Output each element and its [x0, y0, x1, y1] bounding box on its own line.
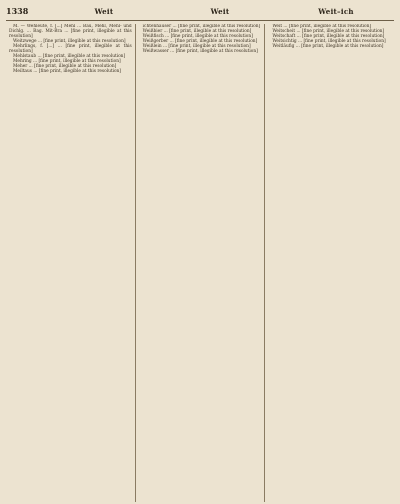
- entry-paragraph: Weitzwege ... [fine print, illegible at this resolution]: [13, 39, 126, 45]
- page-header: [6, 6, 394, 21]
- entry-paragraph: Mehrlings, f. [...] ... [fine print, illegible at this resolution]: [9, 44, 132, 55]
- running-head-right: Weit–ich: [318, 7, 354, 16]
- entry-paragraph: Weitschaft ... [fine print, illegible at this resolution]: [272, 34, 385, 40]
- page-number: 1338: [6, 6, 29, 16]
- entry-paragraph: Meiltaus ... [fine print, illegible at this resolution]: [13, 69, 121, 75]
- entry-paragraph: Weißgerber ... [fine print, illegible at this resolution]: [142, 39, 258, 45]
- entry-paragraph: Weißfisch ... [fine print, illegible at this resolution]: [142, 34, 253, 40]
- entry-paragraph: Weißlein ... [fine print, illegible at this resolution]: [142, 44, 251, 50]
- entry-paragraph: Weitläufig ... [fine print, illegible at this resolution]: [272, 44, 384, 50]
- entry-paragraph: Mehlstaub ... [fine print, illegible at this resolution]: [13, 54, 126, 60]
- entry-paragraph: Weitsichtig ... [fine print, illegible at this resolution]: [272, 39, 386, 45]
- entry-paragraph: Weißbier ... [fine print, illegible at this resolution]: [142, 29, 252, 35]
- column-middle: [135, 24, 265, 502]
- running-head-center: Weit: [210, 7, 230, 16]
- column-right: [264, 24, 394, 502]
- entry-paragraph: M. — Wehleute, f. [...] Mehl ... Bau, Mehl, Mehl- und Dichlg. ... Bag. Mit-Bra ... [fine print, illegible at this resolution]: [9, 24, 132, 40]
- running-head-left: Weit: [94, 7, 114, 16]
- entry-paragraph: Weitscheit ... [fine print, illegible at this resolution]: [272, 29, 385, 35]
- text-columns: [6, 24, 394, 502]
- column-left: [6, 24, 135, 502]
- entry-paragraph: Mehring ... [fine print, illegible at this resolution]: [13, 59, 121, 65]
- entry-paragraph: Meher ... [fine print, illegible at this resolution]: [13, 64, 117, 70]
- entry-paragraph: Weißwasser ... [fine print, illegible at this resolution]: [142, 49, 258, 55]
- entry-paragraph: ichtenhäuser ... [fine print, illegible at this resolution]: [142, 24, 261, 29]
- entry-paragraph: Weit ... [fine print, illegible at this resolution]: [272, 24, 372, 29]
